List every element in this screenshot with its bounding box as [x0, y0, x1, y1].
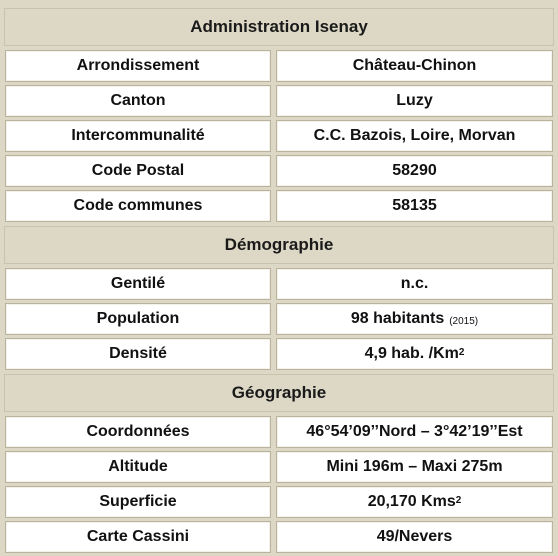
population-value: 98 habitants [350, 310, 445, 327]
coordonnees-label: Coordonnées [5, 416, 271, 448]
carte-cassini-value: 49/Nevers [276, 521, 553, 553]
intercommunalite-value: C.C. Bazois, Loire, Morvan [276, 120, 553, 152]
gentile-value: n.c. [276, 268, 553, 300]
intercommunalite-label: Intercommunalité [5, 120, 271, 152]
canton-label: Canton [5, 85, 271, 117]
code-postal-label: Code Postal [5, 155, 271, 187]
population-label: Population [5, 303, 271, 335]
code-postal-value: 58290 [276, 155, 553, 187]
section-header-administration [4, 8, 554, 46]
gentile-label: Gentilé [5, 268, 271, 300]
section-title: Administration Isenay [190, 17, 368, 36]
altitude-label: Altitude [5, 451, 271, 483]
arrondissement-value: Château-Chinon [276, 50, 553, 82]
arrondissement-label: Arrondissement [5, 50, 271, 82]
section-title: Géographie [231, 383, 327, 402]
population-cell [276, 303, 553, 335]
densite-value: 4,9 hab. /Km [364, 345, 459, 362]
section-title: Démographie [224, 235, 334, 254]
coordonnees-value: 46°54’09’’Nord – 3°42’19’’Est [276, 416, 553, 448]
superficie-cell: 20,170 Kms $^2$ [276, 486, 553, 518]
superficie-label: Superficie [5, 486, 271, 518]
code-communes-label: Code communes [5, 190, 271, 222]
code-communes-value: 58135 [276, 190, 553, 222]
population-year: (2015) [449, 315, 479, 327]
superficie-value: 20,170 Kms [367, 493, 456, 510]
altitude-value: Mini 196m – Maxi 275m [276, 451, 553, 483]
densite-label: Densité [5, 338, 271, 370]
densite-cell: 4,9 hab. /Km $^2$ [276, 338, 553, 370]
section-header-geographie [4, 374, 554, 412]
carte-cassini-label: Carte Cassini [5, 521, 271, 553]
section-header-demographie [4, 226, 554, 264]
canton-value: Luzy [276, 85, 553, 117]
